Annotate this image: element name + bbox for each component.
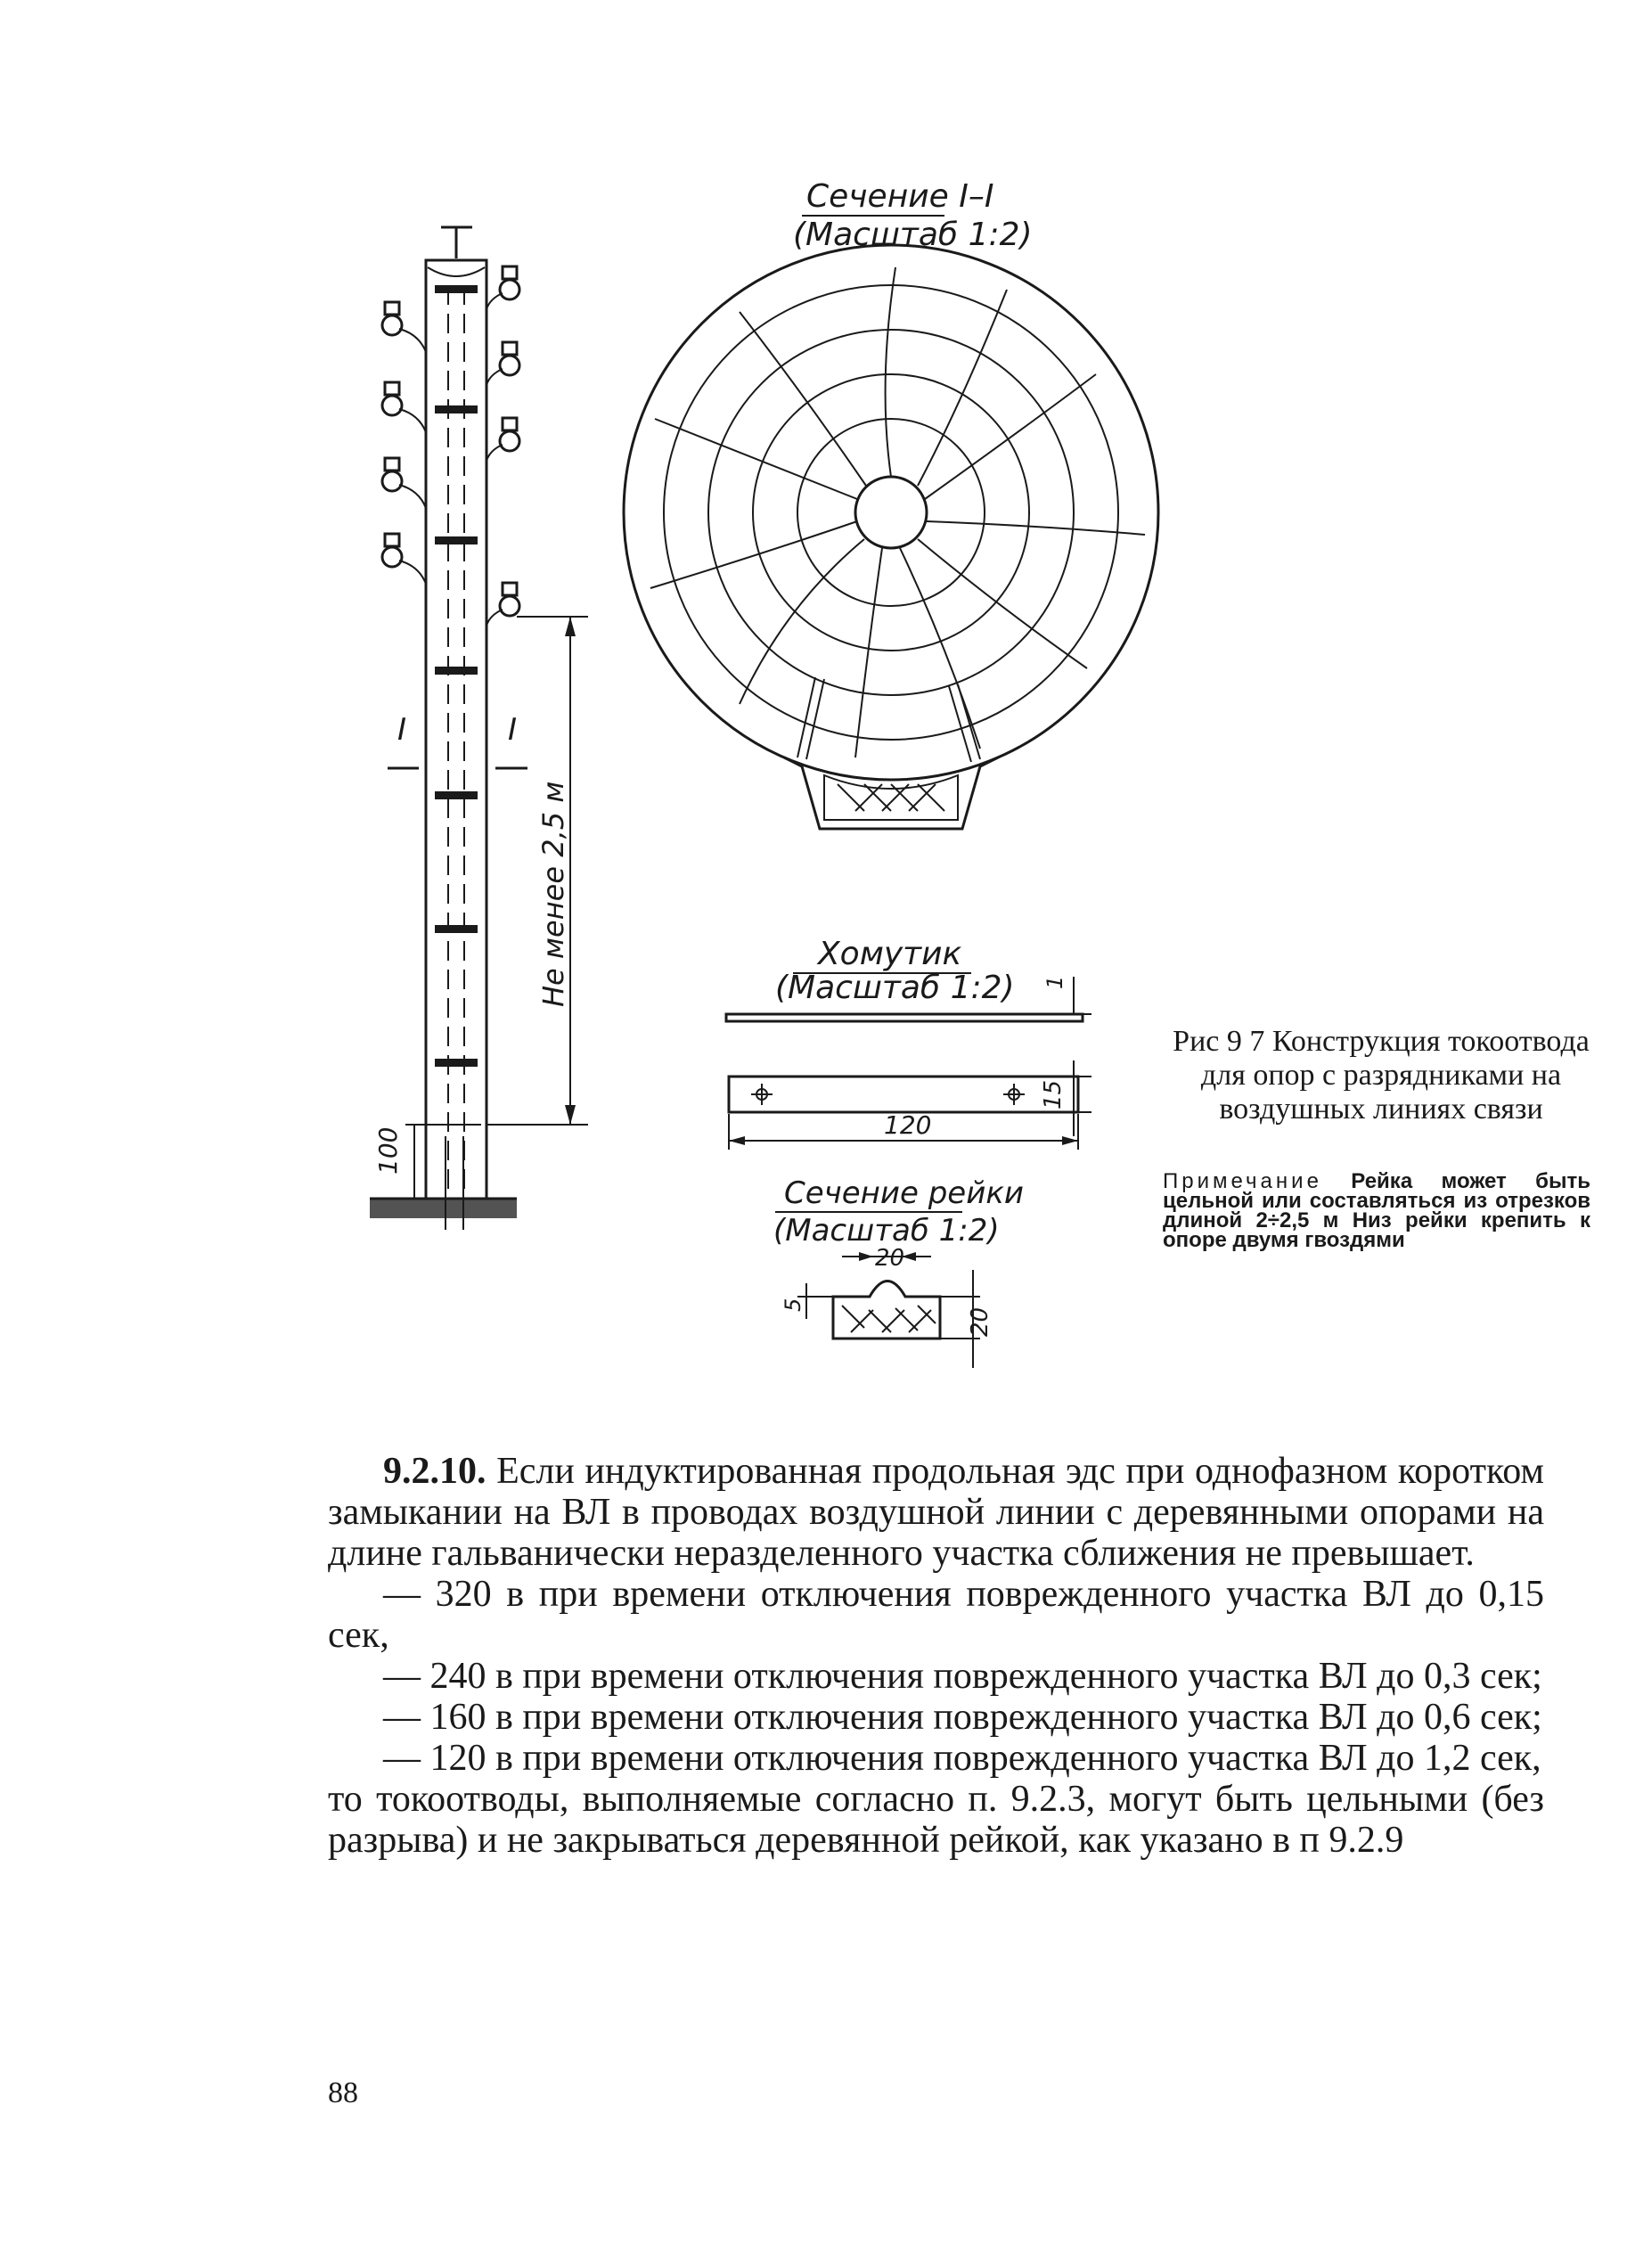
- paragraph-text: Если индуктированная продольная эдс при однофазном коротком замыкании на ВЛ в проводах воздушной линии с деревянными опорами на длине гальванически неразделенного участка сближения не превышает.: [328, 1451, 1544, 1574]
- insulators-left: [382, 302, 426, 584]
- rail-title: Сечение рейки: [784, 1175, 1024, 1211]
- clamp-title: Хомутик: [818, 936, 962, 972]
- dim-5: 5: [781, 1298, 805, 1312]
- section-view: [624, 178, 1158, 829]
- insulators-right: [486, 266, 519, 626]
- section-mark-left: I: [397, 712, 407, 748]
- note-text: Рейка может быть цельной или составляться из отрезков длиной 2÷2,5 м Низ рейки крепить к опоре двумя гвоздями: [1163, 1169, 1590, 1252]
- dim-20-side: 20: [967, 1306, 993, 1337]
- pole-drawing: [370, 227, 588, 1230]
- note-lead: Примечание: [1163, 1169, 1322, 1193]
- section-title: Сечение I–I: [806, 178, 994, 215]
- list-item: — 240 в при времени отключения поврежденного участка ВЛ до 0,3 сек;: [383, 1656, 1542, 1697]
- rail-scale: (Масштаб 1:2): [773, 1213, 1000, 1249]
- list-item: — 160 в при времени отключения поврежденного участка ВЛ до 0,6 сек;: [383, 1697, 1542, 1738]
- dim-min-length: Не менее 2,5 м: [536, 781, 570, 1007]
- dim-1: 1: [1042, 975, 1067, 989]
- paragraph-number: 9.2.10.: [383, 1451, 486, 1492]
- clamp-marks: [435, 285, 478, 1067]
- figure-note: [1163, 1169, 1590, 1252]
- dim-100: 100: [373, 1126, 403, 1175]
- list-item: — 120 в при времени отключения поврежденного участка ВЛ до 1,2 сек,: [383, 1738, 1541, 1779]
- figure-caption: Рис 9 7 Конструкция токоотвода для опор с разрядниками на воздушных линиях связи: [1173, 1025, 1590, 1126]
- section-scale: (Масштаб 1:2): [793, 217, 1033, 253]
- closing-text: то токоотводы, выполняемые согласно п. 9.2.3, могут быть цельными (без разрыва) и не закрываться деревянной рейкой, как указано в п 9.2.9: [328, 1779, 1544, 1861]
- dim-15: 15: [1040, 1079, 1067, 1109]
- paragraph-9-2-10: [328, 1451, 1544, 1574]
- dim-20-top: 20: [875, 1245, 905, 1272]
- dim-120: 120: [884, 1110, 932, 1140]
- list-item: — 320 в при времени отключения поврежденного участка ВЛ до 0,15 сек,: [328, 1574, 1544, 1656]
- section-mark-right: I: [508, 712, 518, 748]
- rail-section-view: [773, 1175, 1024, 1368]
- body-text: [328, 1451, 1544, 1861]
- clamp-scale: (Масштаб 1:2): [775, 970, 1015, 1006]
- clamp-view: [726, 936, 1091, 1150]
- page-number: 88: [328, 2076, 358, 2109]
